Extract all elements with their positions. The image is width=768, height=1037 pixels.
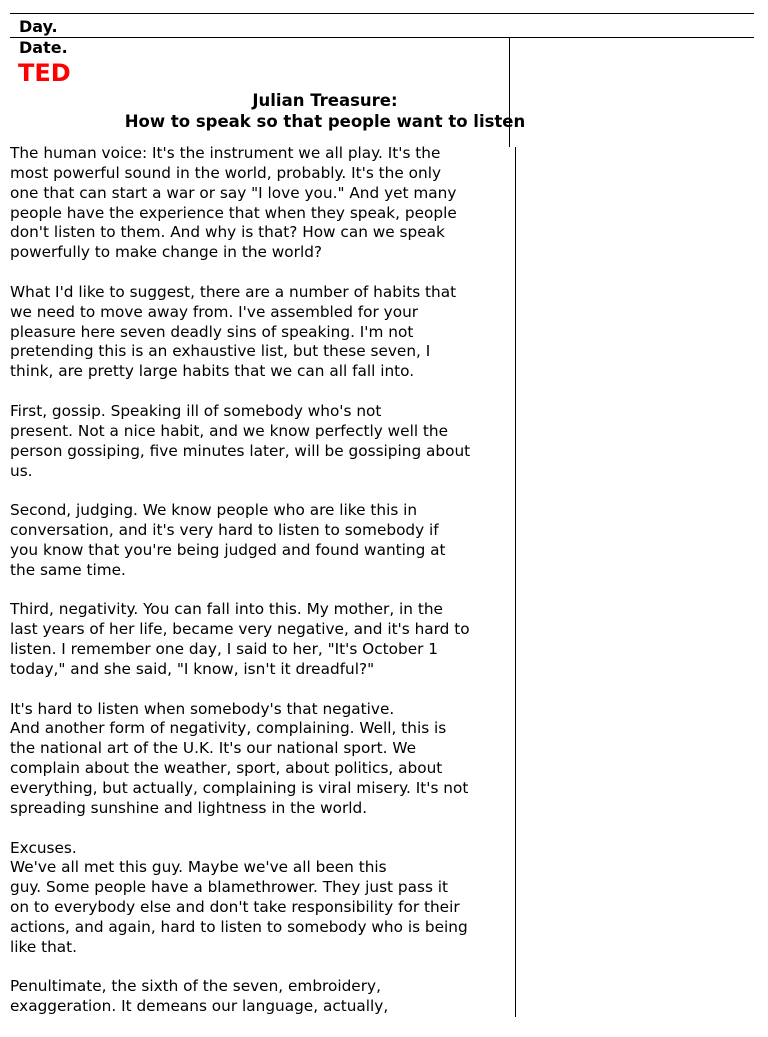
transcript-line: Penultimate, the sixth of the seven, embroidery, [10,977,381,996]
transcript-paragraph [10,700,530,819]
transcript-line: most powerful sound in the world, probably. It's the only [10,163,442,182]
transcript-line: present. Not a nice habit, and we know perfectly well the [10,421,449,440]
transcript-line: complain about the weather, sport, about politics, about [10,759,443,778]
transcript-paragraph [10,283,530,382]
transcript-line: one that can start a war or say "I love you." And yet many [10,183,457,202]
transcript-line: like that. [10,937,78,956]
transcript-line: The human voice: It's the instrument we all play. It's the [10,144,441,162]
ted-logo: TED [18,59,71,87]
transcript-line: We've all met this guy. Maybe we've all been this [10,858,387,877]
header-rule [10,37,754,38]
transcript-line: conversation, and it's very hard to listen to somebody if [10,521,439,540]
transcript-paragraph [10,839,530,958]
transcript-line: It's hard to listen when somebody's that negative. [10,699,395,718]
transcript-line: the same time. [10,560,126,579]
transcript-line: What I'd like to suggest, there are a number of habits that [10,282,457,301]
transcript-line: people have the experience that when they speak, people [10,203,457,222]
transcript-line: Excuses. [10,838,77,857]
transcript-paragraph [10,402,530,481]
transcript-line: us. [10,461,33,480]
transcript-paragraph [10,977,530,1017]
transcript-paragraph [10,144,530,263]
day-label: Day. [19,17,58,36]
transcript-body [10,144,530,1037]
speaker-name: Julian Treasure: [252,91,398,110]
transcript-paragraph [10,600,530,679]
transcript-line: guy. Some people have a blamethrower. They just pass it [10,878,449,897]
top-rule [10,13,754,14]
transcript-line: think, are pretty large habits that we can all fall into. [10,362,415,381]
transcript-line: exaggeration. It demeans our language, actually, [10,997,389,1016]
transcript-line: today," and she said, "I know, isn't it dreadful?" [10,659,375,678]
transcript-line: listen. I remember one day, I said to her, "It's October 1 [10,640,438,659]
transcript-line: First, gossip. Speaking ill of somebody who's not [10,401,382,420]
transcript-line: everything, but actually, complaining is viral misery. It's not [10,779,469,797]
transcript-line: the national art of the U.K. It's our national sport. We [10,739,417,758]
transcript-line: we need to move away from. I've assembled for your [10,302,419,321]
transcript-line: pleasure here seven deadly sins of speaking. I'm not [10,322,414,341]
transcript-line: last years of her life, became very negative, and it's hard to [10,620,470,639]
transcript-line: And another form of negativity, complaining. Well, this is [10,719,447,738]
talk-title: How to speak so that people want to listen [124,112,526,131]
transcript-line: you know that you're being judged and found wanting at [10,540,446,559]
transcript-line: don't listen to them. And why is that? How can we speak [10,223,445,242]
transcript-line: Third, negativity. You can fall into this. My mother, in the [10,600,443,619]
date-label: Date. [19,38,68,57]
transcript-line: person gossiping, five minutes later, will be gossiping about [10,441,471,460]
transcript-paragraph [10,501,530,580]
transcript-line: spreading sunshine and lightness in the world. [10,798,368,817]
transcript-line: pretending this is an exhaustive list, but these seven, I [10,342,431,361]
transcript-line: powerfully to make change in the world? [10,243,323,262]
transcript-line: on to everybody else and don't take responsibility for their [10,898,460,917]
transcript-line: Second, judging. We know people who are like this in [10,501,418,520]
transcript-line: actions, and again, hard to listen to somebody who is being [10,917,468,936]
